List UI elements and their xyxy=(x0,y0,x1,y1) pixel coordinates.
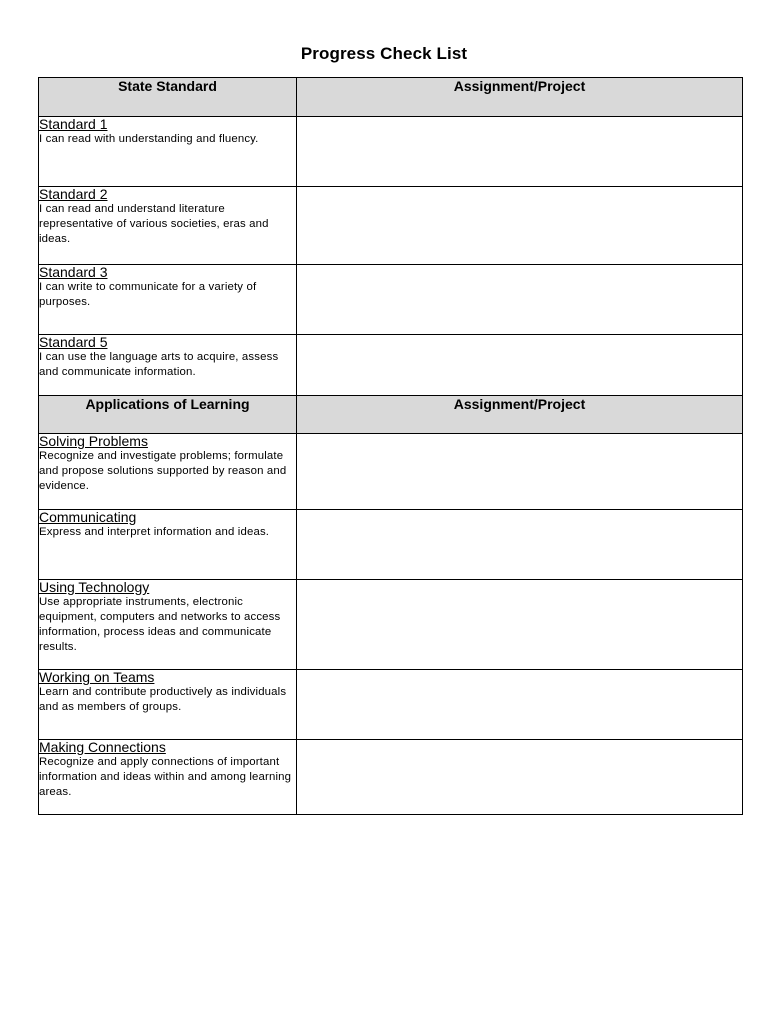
header-applications-of-learning: Applications of Learning xyxy=(39,396,297,434)
table-row xyxy=(39,117,743,187)
application-description: Express and interpret information and ideas. xyxy=(39,526,270,538)
table-row xyxy=(39,335,743,396)
standard-name: Standard 2 xyxy=(39,186,108,202)
standard-cell xyxy=(39,265,297,335)
assignment-cell[interactable] xyxy=(297,335,743,396)
page-title: Progress Check List xyxy=(300,44,468,63)
standard-description: I can read with understanding and fluency. xyxy=(39,133,259,145)
standard-description: I can write to communicate for a variety of purposes. xyxy=(39,281,257,308)
header-assignment-project: Assignment/Project xyxy=(297,396,743,434)
application-name: Using Technology xyxy=(39,579,150,595)
assignment-cell[interactable] xyxy=(297,580,743,670)
application-name: Making Connections xyxy=(39,739,166,755)
table-row xyxy=(39,265,743,335)
application-cell xyxy=(39,580,297,670)
application-description: Use appropriate instruments, electronic equipment, computers and networks to access information, process ideas and communicate results. xyxy=(39,596,281,653)
assignment-cell[interactable] xyxy=(297,510,743,580)
assignment-cell[interactable] xyxy=(297,187,743,265)
table-row xyxy=(39,187,743,265)
application-cell xyxy=(39,740,297,815)
application-description: Learn and contribute productively as individuals and as members of groups. xyxy=(39,686,287,713)
standard-description: I can read and understand literature representative of various societies, eras and ideas. xyxy=(39,203,269,245)
table-row xyxy=(39,670,743,740)
assignment-cell[interactable] xyxy=(297,740,743,815)
progress-checklist-table xyxy=(38,77,743,815)
assignment-cell[interactable] xyxy=(297,117,743,187)
standard-cell xyxy=(39,187,297,265)
application-cell xyxy=(39,670,297,740)
table-row xyxy=(39,434,743,510)
table-row xyxy=(39,510,743,580)
application-cell xyxy=(39,510,297,580)
application-name: Solving Problems xyxy=(39,433,148,449)
application-name: Working on Teams xyxy=(39,669,155,685)
standard-description: I can use the language arts to acquire, assess and communicate information. xyxy=(39,351,279,378)
standard-name: Standard 3 xyxy=(39,264,108,280)
application-description: Recognize and apply connections of important information and ideas within and among learning areas. xyxy=(39,756,292,798)
header-state-standard: State Standard xyxy=(39,78,297,117)
application-cell xyxy=(39,434,297,510)
assignment-cell[interactable] xyxy=(297,670,743,740)
assignment-cell[interactable] xyxy=(297,265,743,335)
table-row xyxy=(39,740,743,815)
standard-name: Standard 1 xyxy=(39,116,108,132)
application-name: Communicating xyxy=(39,509,137,525)
table-row xyxy=(39,580,743,670)
application-description: Recognize and investigate problems; formulate and propose solutions supported by reason and evidence. xyxy=(39,450,287,492)
header-assignment-project: Assignment/Project xyxy=(297,78,743,117)
standard-name: Standard 5 xyxy=(39,334,108,350)
standard-cell xyxy=(39,117,297,187)
standard-cell xyxy=(39,335,297,396)
section-header-row xyxy=(39,396,743,434)
assignment-cell[interactable] xyxy=(297,434,743,510)
section-header-row xyxy=(39,78,743,117)
